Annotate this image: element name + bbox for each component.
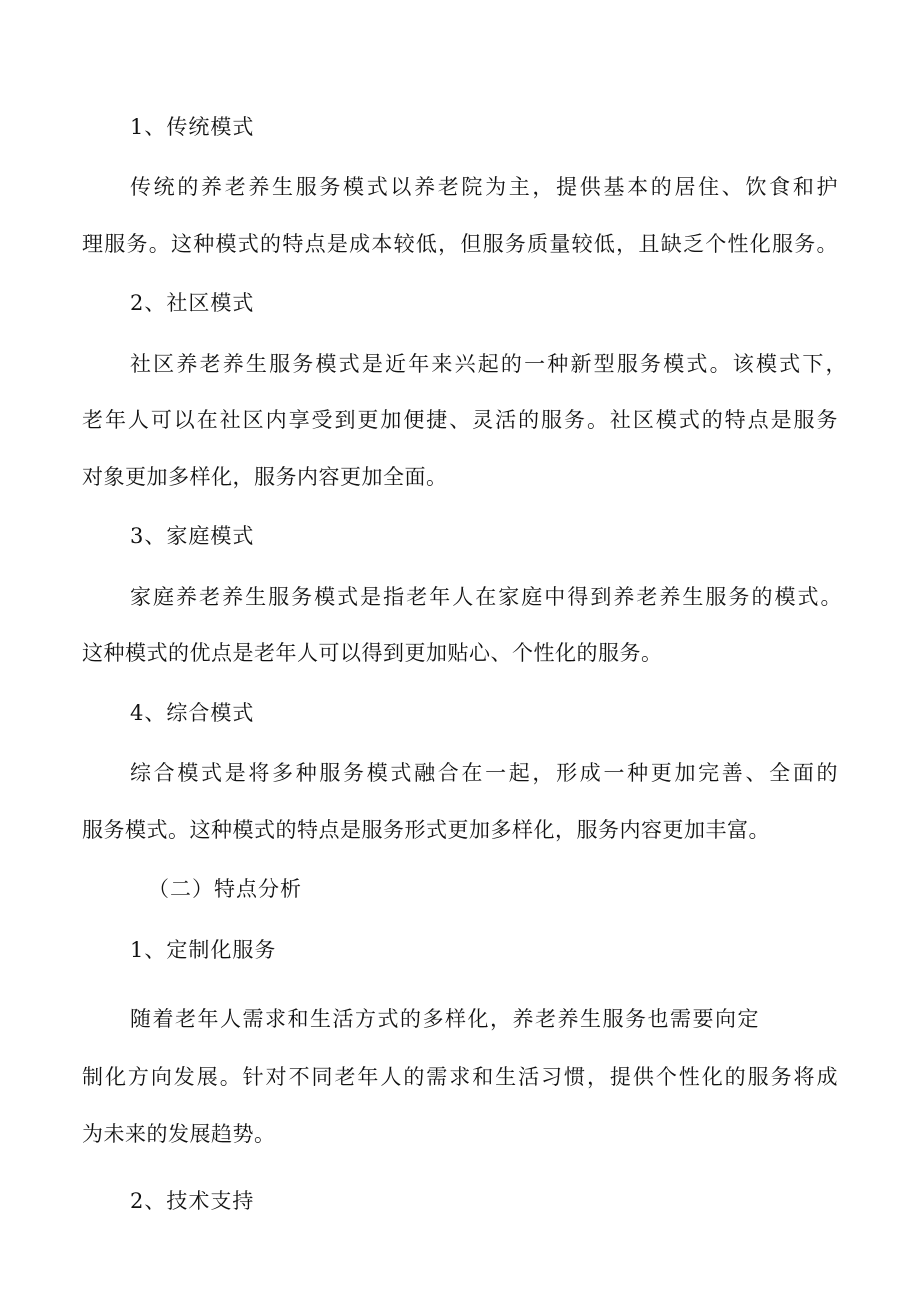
section-heading-traditional: 1、传统模式 bbox=[130, 115, 255, 139]
paragraph-line: 老年人可以在社区内享受到更加便捷、灵活的服务。社区模式的特点是服务 bbox=[82, 408, 838, 432]
paragraph-line: 理服务。这种模式的特点是成本较低，但服务质量较低，且缺乏个性化服务。 bbox=[82, 232, 838, 256]
paragraph-line: 这种模式的优点是老年人可以得到更加贴心、个性化的服务。 bbox=[82, 641, 663, 665]
subsection-title: （二）特点分析 bbox=[148, 877, 302, 901]
paragraph-line: 综合模式是将多种服务模式融合在一起，形成一种更加完善、全面的 bbox=[130, 761, 838, 785]
paragraph-line: 随着老年人需求和生活方式的多样化，养老养生服务也需要向定 bbox=[130, 1007, 760, 1031]
section-heading-family: 3、家庭模式 bbox=[130, 524, 255, 548]
feature-heading-customized-service: 1、定制化服务 bbox=[130, 938, 277, 962]
paragraph-line: 对象更加多样化，服务内容更加全面。 bbox=[82, 465, 448, 489]
paragraph-line: 为未来的发展趋势。 bbox=[82, 1122, 276, 1146]
feature-heading-technical-support: 2、技术支持 bbox=[130, 1189, 255, 1213]
paragraph-line: 传统的养老养生服务模式以养老院为主，提供基本的居住、饮食和护 bbox=[130, 175, 838, 199]
section-heading-community: 2、社区模式 bbox=[130, 291, 255, 315]
paragraph-line: 社区养老养生服务模式是近年来兴起的一种新型服务模式。该模式下， bbox=[130, 352, 847, 376]
paragraph-line: 家庭养老养生服务模式是指老年人在家庭中得到养老养生服务的模式。 bbox=[130, 585, 842, 609]
paragraph-line: 制化方向发展。针对不同老年人的需求和生活习惯，提供个性化的服务将成 bbox=[82, 1065, 838, 1089]
section-heading-integrated: 4、综合模式 bbox=[130, 701, 255, 725]
paragraph-line: 服务模式。这种模式的特点是服务形式更加多样化，服务内容更加丰富。 bbox=[82, 818, 770, 842]
